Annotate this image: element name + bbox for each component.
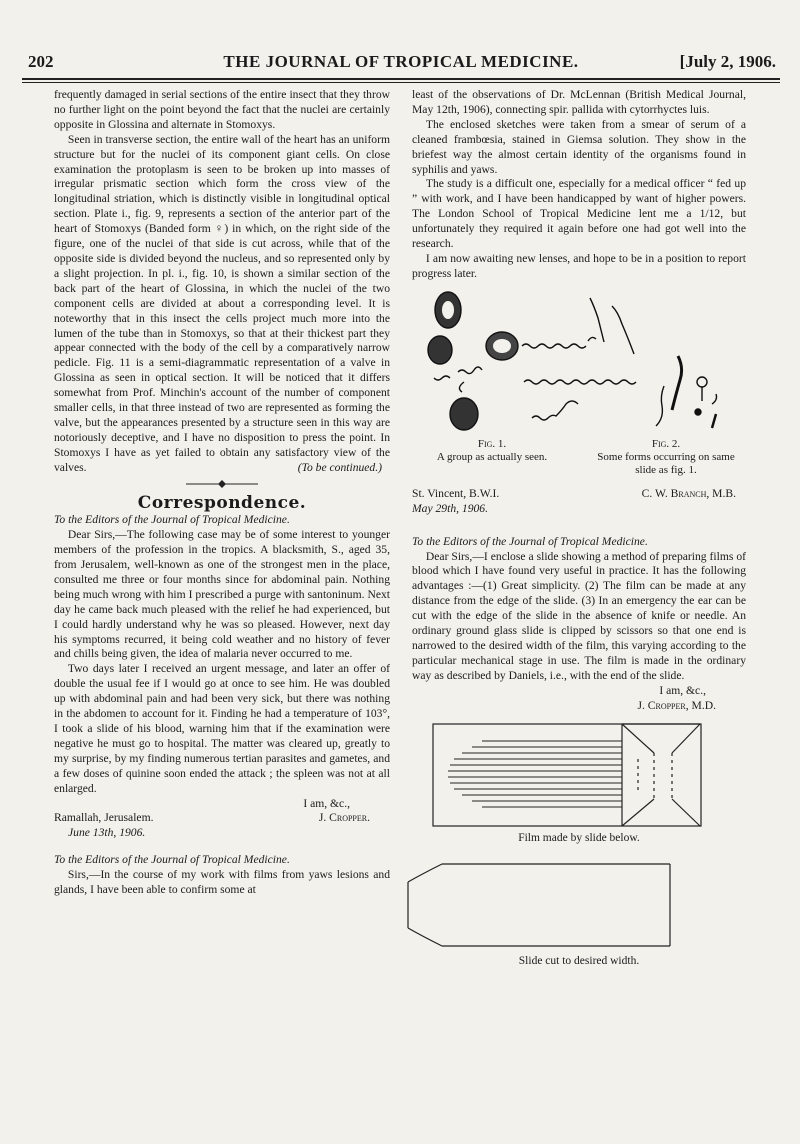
- journal-title: THE JOURNAL OF TROPICAL MEDICINE.: [223, 52, 579, 71]
- divider-ornament-icon: [182, 480, 262, 488]
- organism-mark: [697, 377, 707, 387]
- letter-place: Ramallah, Jerusalem.: [54, 811, 154, 825]
- spirochete-mark: [656, 386, 664, 426]
- figure-1-caption: [412, 438, 572, 477]
- letter-signature: C. W. Branch, M.B.: [641, 486, 736, 500]
- film-caption: Film made by slide below.: [518, 832, 640, 845]
- blood-cell-mark: [428, 336, 452, 364]
- body-paragraph: frequently damaged in serial sections of the entire insect that they throw no further light on the point beyond the fact that the nuclei are certainly opposite in Glossina and alternate in Stomoxys.: [54, 88, 390, 131]
- letter-addressee: To the Editors of the Journal of Tropical Medicine.: [412, 534, 648, 548]
- spirochete-mark: [459, 382, 464, 392]
- letter-place: St. Vincent, B.W.I.: [412, 486, 500, 500]
- letter-date: June 13th, 1906.: [68, 826, 146, 840]
- organism-mark: [712, 414, 716, 428]
- spirochete-mark: [590, 298, 604, 342]
- figure-captions: [412, 438, 746, 477]
- letter-paragraph: Dear Sirs,—I enclose a slide showing a method of preparing films of blood which I have found very useful in practice. It has the following advantages :—(1) Great simplicity. (2) The film can be made at any distance from the edge of the slide. (3) In an emergency the ear can be cut with the edge of the slide in the absence of knife or needle. An ordinary ground glass slide is clipped by scissors so that one end is narrowed to the desired width of the film, this varying according to the particular mechanical stage in use. The film is made in the ordinary way as described by Daniels, i.e., with the end of the slide.: [412, 549, 746, 682]
- slide-caption: Slide cut to desired width.: [518, 955, 640, 968]
- page-number: 202: [28, 52, 54, 71]
- right-column: [412, 88, 746, 969]
- spirochete-mark: [612, 306, 634, 354]
- letter-paragraph: Dear Sirs,—The following case may be of some interest to younger members of the profession in the tropics. A blacksmith, S., aged 35, from Jerusalem, well-known as one of the strongest men in the place, consulted me three or four months since for abdominal pain. Nothing being much wrong with him I prescribed a purge with santoninum. Next day he came back much pleased with the relief he had experienced, but I could hardly understand why he was so pleased. However, next day his symptoms recurred, it being cold weather and no history of fever and chills being given, the idea of malaria never occurred to me.: [54, 528, 390, 661]
- letter-paragraph: Two days later I received an urgent message, and later an offer of double the usual fee if I would go at once to see him. He was doubled up with abdominal pain and had been very sick, but there was nothing in the abdomen to account for it. Finding he had a temperature of 103°, I took a slide of his blood, warning him that if the examination were negative he must go to hospital. The matter was cleared up, greatly to my surprise, by my finding numerous tertian parasites and gametes, and a few doses of quinine soon ended the attack ; the spleen was not at all enlarged.: [54, 662, 390, 795]
- spirochete-mark: [532, 401, 578, 420]
- letter-addressee: To the Editors of the Journal of Tropical Medicine.: [54, 513, 290, 527]
- issue-date: [July 2, 1906.: [679, 52, 776, 71]
- spirochete-figures: [412, 286, 746, 436]
- figure-2-text: Some forms occurring on same slide as fig. 1.: [597, 450, 735, 476]
- blood-film-illustration: [432, 723, 702, 827]
- letter-addressee: To the Editors of the Journal of Tropical Medicine.: [54, 853, 290, 867]
- figure-1-label: Fig. 1.: [477, 437, 507, 450]
- figure-1-text: A group as actually seen.: [436, 450, 548, 463]
- signature-row: [54, 811, 390, 826]
- blood-cell-mark: [450, 398, 478, 430]
- figure-2-label: Fig. 2.: [651, 437, 681, 450]
- letter-signature: J. Cropper, M.D.: [637, 698, 716, 712]
- spirochete-mark: [672, 356, 682, 410]
- section-divider: [54, 479, 390, 494]
- page-header: [22, 52, 780, 80]
- letter-closing: I am, &c.,: [303, 796, 350, 810]
- spirochete-mark: [524, 380, 636, 384]
- spirochete-mark: [458, 367, 482, 374]
- slide-diagram: [402, 860, 672, 950]
- figure-2-caption: [586, 438, 746, 477]
- spirochete-mark: [434, 376, 450, 380]
- cut-slide-illustration: [402, 860, 672, 950]
- spirochete-sketch-illustration: [412, 286, 746, 436]
- letter-signature: J. Cropper.: [318, 811, 370, 825]
- film-diagram: [432, 723, 702, 827]
- left-column: [54, 88, 390, 898]
- continued-note: (To be continued.): [297, 460, 382, 474]
- body-paragraph: Seen in transverse section, the entire wall of the heart has an uniform structure but for the nuclei of its component giant cells. On close examination the protoplasm is seen to be broken up into masses of irregular prismatic section which form the cross view of the longitudinal striation, which is distinctly visible in longitudinal optical section. Plate i., fig. 9, represents a section of the anterior part of the heart of Stomoxys (Banded form ♀) in which, on the right side of the figure, one of the nuclei of that side is cut across, while that of the opposite side is divided beyond the nucleus, and so represented only by a slight projection. In pl. i., fig. 10, is shown a similar section of the back part of the heart of Glossina, in which the nuclei of the two component cells are divided at about a corresponding level. It is noteworthy that in this insect the cells project much more into the lumen of the tube than in Stomoxys, so that at their thickest part they appear connected with the body of the cell by a comparatively narrow pedicle. Fig. 11 is a semi-diagrammatic representation of a valve in Glossina as seen in optical section. It will be noticed that it differs somewhat from Prof. Minchin's account of the number of component smaller cells, in that three instead of two are represented as forming the valve, but the appearances presented by a structure seen in this way are notoriously deceptive, and I have no disposition to press the point. In Stomoxys I have as yet failed to obtain any satisfactory view of the valves.: [54, 132, 390, 474]
- body-paragraph: The enclosed sketches were taken from a smear of serum of a cleaned frambœsia, stained in Giemsa solution. They show in the briefest way the almost certain identity of the organisms found in syphilis and yaws.: [412, 117, 746, 176]
- body-paragraph: The study is a difficult one, especially for a medical officer “ fed up ” with work, and I have been handicapped by want of higher powers. The London School of Tropical Medicine lent me a 1/12, but unfortunately they required it again before one had got well into the research.: [412, 177, 746, 251]
- signature-row: [412, 487, 746, 502]
- body-paragraph: I am now awaiting new lenses, and hope to be in a position to report progress later.: [412, 251, 746, 280]
- body-paragraph: least of the observations of Dr. McLennan (British Medical Journal, May 12th, 1906), connecting spir. pallida with cytorrhyctes luis.: [412, 88, 746, 116]
- spirochete-mark: [522, 344, 586, 348]
- letter-date: May 29th, 1906.: [412, 501, 488, 515]
- letter-closing: I am, &c.,: [659, 683, 706, 697]
- organism-mark: [695, 409, 701, 415]
- letter-paragraph: Sirs,—In the course of my work with films from yaws lesions and glands, I have been able to confirm some at: [54, 868, 390, 897]
- section-heading: Correspondence.: [137, 493, 307, 514]
